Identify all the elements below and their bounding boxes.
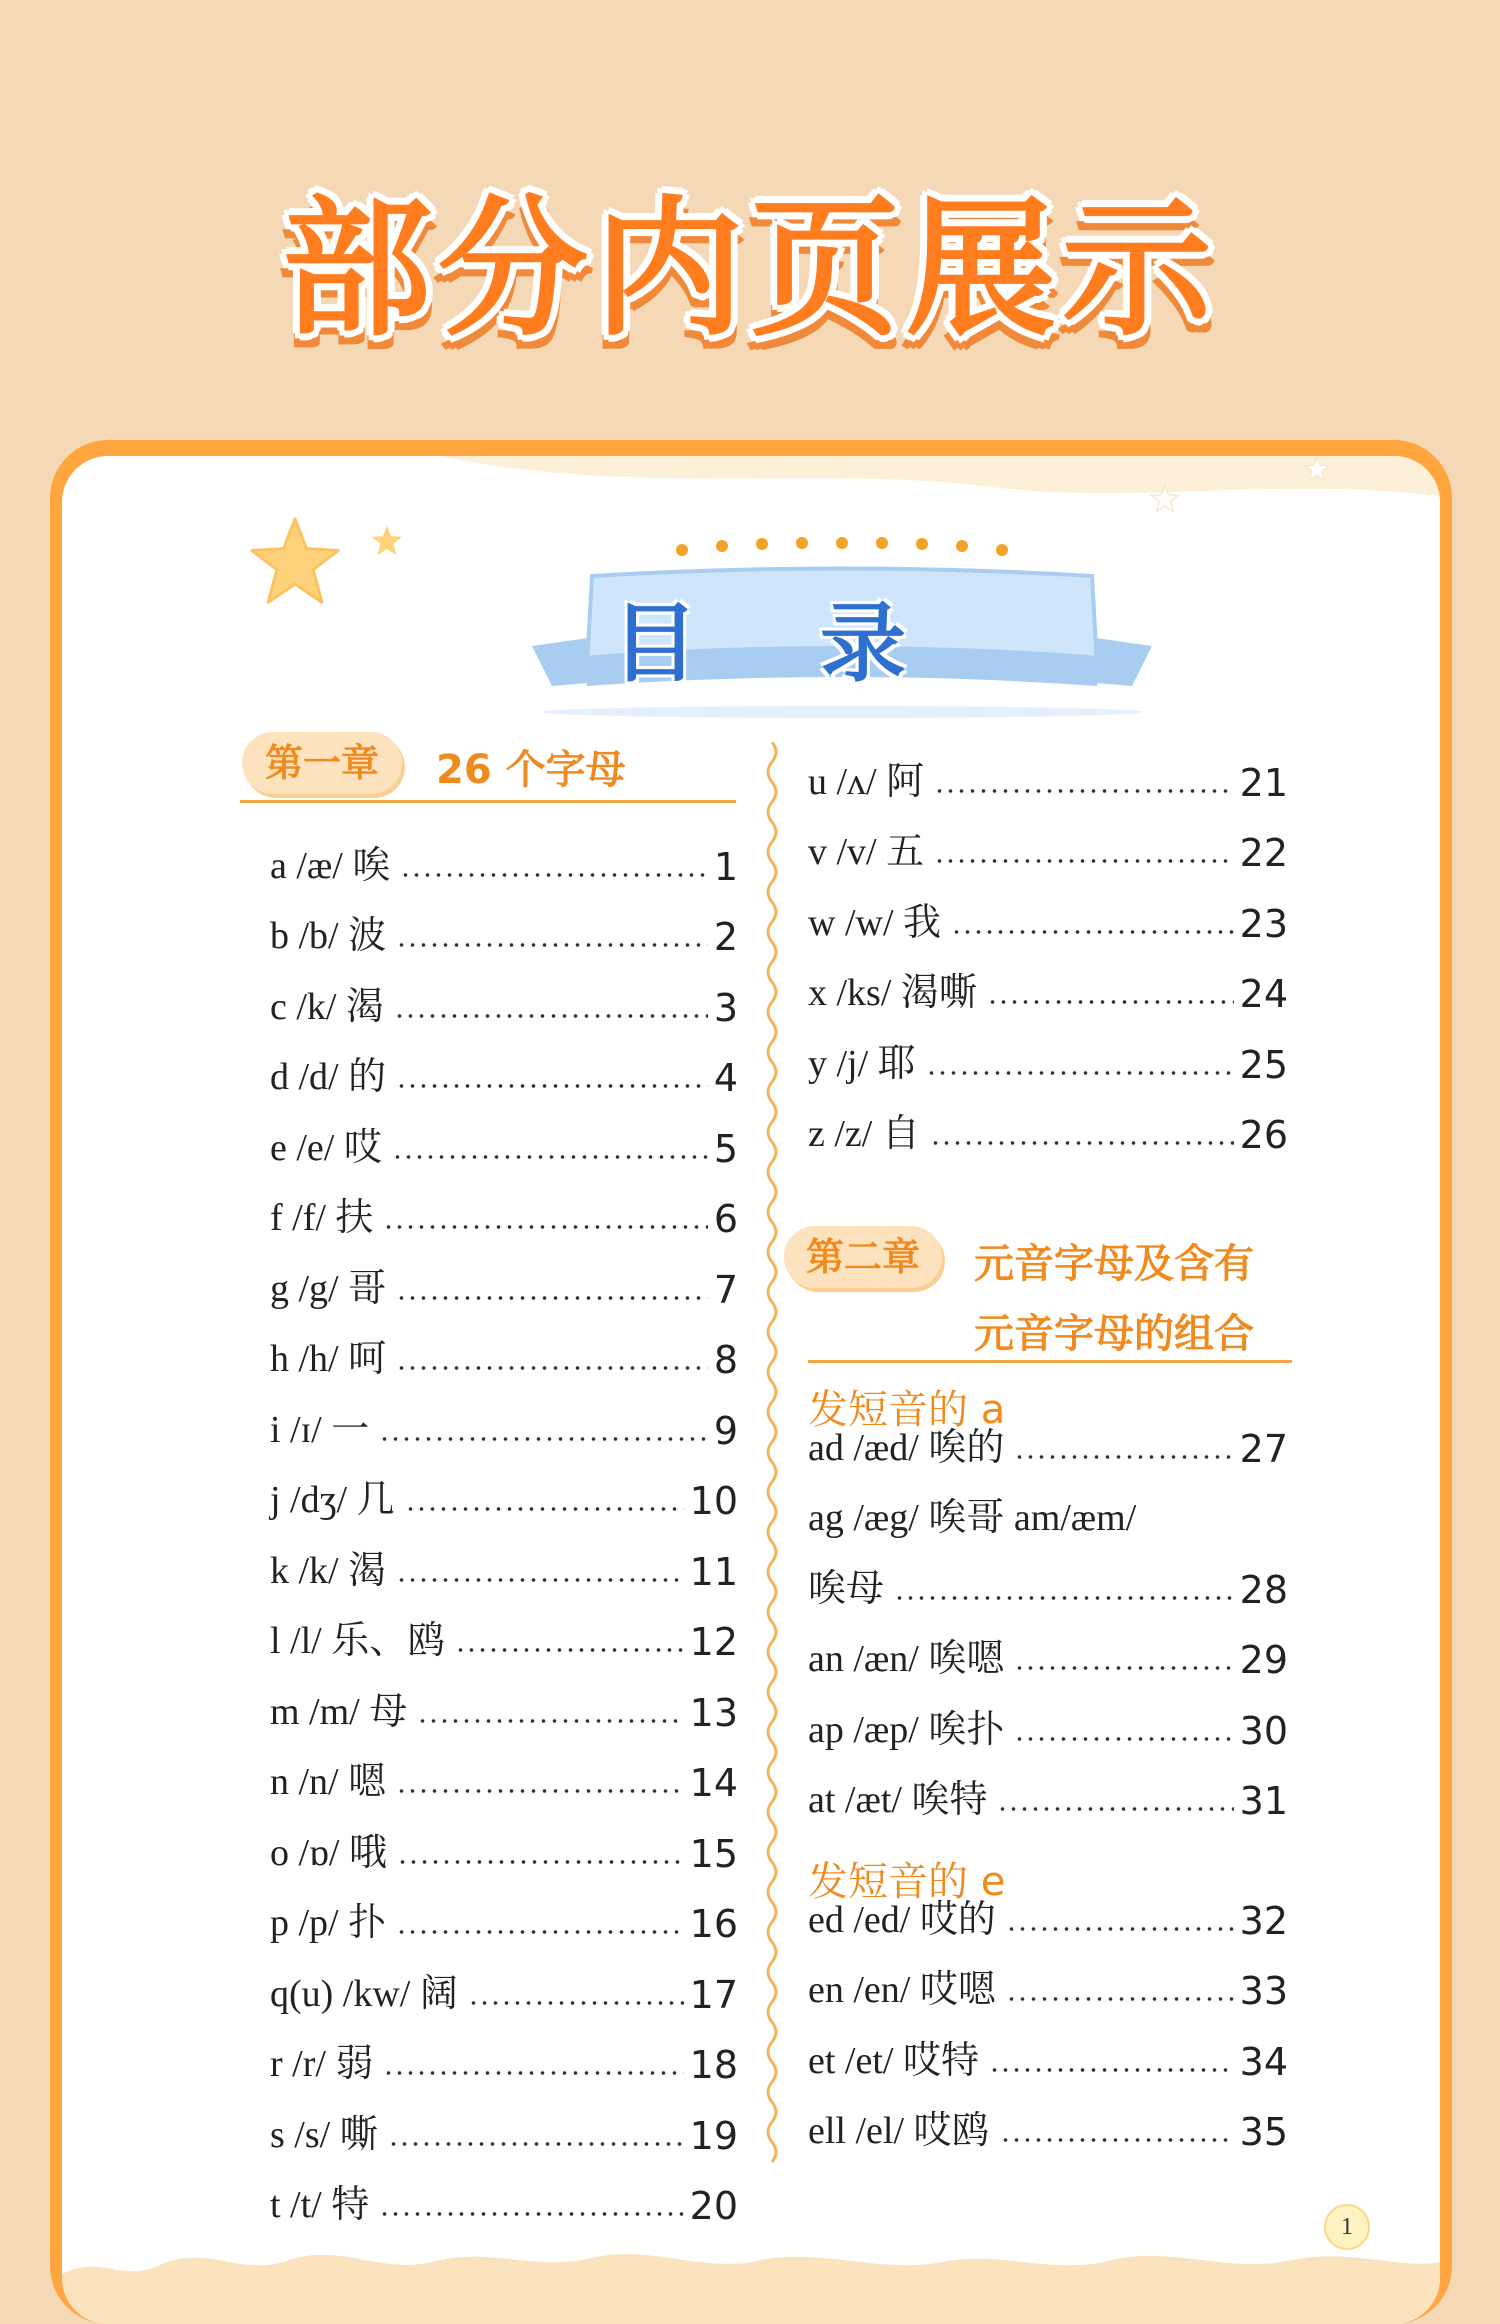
- toc-entry: [270, 1030, 738, 1101]
- toc-page-number: 6: [713, 1197, 738, 1241]
- toc-page-number: 7: [713, 1267, 738, 1312]
- toc-entry: [808, 1872, 1288, 1943]
- toc-entry-label: t /t/ 特: [270, 2184, 370, 2226]
- dot-leader: [396, 1930, 684, 1934]
- toc-page-number: 33: [1239, 1969, 1288, 2013]
- toc-entry: [270, 889, 738, 960]
- dot-leader: [417, 1719, 683, 1723]
- short-e-entry-list: [808, 1872, 1288, 2154]
- toc-entry-label: g /g/ 哥: [270, 1267, 387, 1310]
- dot-leader: [379, 2212, 683, 2216]
- dot-leader: [400, 873, 707, 877]
- toc-entry-label: ed /ed/ 哎的: [808, 1898, 996, 1941]
- toc-page-number: 19: [689, 2113, 738, 2158]
- dot-leader: [1006, 1927, 1234, 1931]
- toc-entry: [808, 2084, 1288, 2155]
- toc-page-number: 35: [1239, 2110, 1288, 2154]
- toc-entry: [270, 1664, 738, 1735]
- toc-entry-label: ad /æd/ 唉的: [808, 1426, 1005, 1469]
- toc-entry-label: j /dʒ/ 几: [270, 1479, 395, 1521]
- section-heading-short-a: 发短音的 a: [808, 1387, 1006, 1433]
- toc-page-number: 24: [1239, 972, 1288, 1016]
- dot-leader: [951, 930, 1234, 934]
- toc-entry: [270, 1241, 738, 1312]
- page-number-badge: 1: [1324, 2204, 1370, 2250]
- toc-entry-label: en /en/ 哎嗯: [808, 1969, 996, 2011]
- toc-entry: [808, 1943, 1288, 2014]
- dot-leader: [396, 1789, 684, 1793]
- toc-entry-label: m /m/ 母: [270, 1690, 408, 1733]
- toc-entry: [270, 2017, 738, 2088]
- toc-entry: [270, 818, 738, 889]
- toc-page-number: 28: [1239, 1567, 1288, 1612]
- dot-leader: [396, 1578, 684, 1582]
- section-heading-short-e: 发短音的 e: [808, 1859, 1006, 1905]
- dot-leader: [379, 1437, 708, 1441]
- dot-leader: [468, 2001, 684, 2005]
- toc-entry: [808, 805, 1288, 876]
- toc-entry-label: i /ɪ/ 一: [270, 1408, 370, 1451]
- toc-entry: [270, 2087, 738, 2158]
- toc-page-number: 27: [1239, 1426, 1288, 1471]
- dot-leader: [396, 1366, 708, 1370]
- toc-page-number: 10: [689, 1479, 738, 1523]
- toc-entry-label: s /s/ 嘶: [270, 2113, 378, 2156]
- star-icon-small: [370, 524, 404, 558]
- toc-entry: [270, 2158, 738, 2229]
- toc-entry-label: e /e/ 哎: [270, 1126, 382, 1169]
- toc-entry: [270, 1946, 738, 2017]
- toc-page-number: 23: [1239, 901, 1288, 946]
- toc-page-number: 26: [1239, 1113, 1288, 1157]
- toc-entry-label: u /ʌ/ 阿: [808, 760, 925, 803]
- book-page: [62, 456, 1440, 2324]
- dot-leader: [1014, 1737, 1233, 1741]
- toc-page-number: 21: [1239, 760, 1288, 805]
- toc-entry: [808, 1682, 1288, 1753]
- toc-page-number: 18: [689, 2043, 738, 2087]
- dot-leader: [1014, 1455, 1233, 1459]
- toc-entry: [808, 1753, 1288, 1824]
- dot-leader: [455, 1648, 683, 1652]
- wavy-column-divider: [762, 742, 782, 2202]
- toc-entry-label: k /k/ 渴: [270, 1549, 387, 1592]
- toc-page-number: 15: [689, 1831, 738, 1876]
- toc-page-number: 25: [1239, 1042, 1288, 1087]
- toc-page-number: 9: [713, 1408, 738, 1453]
- toc-page-number: 12: [689, 1620, 738, 1664]
- chapter2-title-line2: 元音字母的组合: [974, 1311, 1254, 1357]
- dot-leader: [392, 1155, 708, 1159]
- toc-page-number: 4: [713, 1056, 738, 1100]
- dot-leader: [394, 1014, 708, 1018]
- toc-entry-label: 唉母: [808, 1567, 885, 1610]
- toc-page-number: 31: [1239, 1779, 1288, 1823]
- toc-page-number: 5: [713, 1126, 738, 1171]
- toc-entry: [270, 1523, 738, 1594]
- dot-leader: [396, 1296, 708, 1300]
- toc-page-number: 1: [713, 844, 738, 889]
- dot-leader: [396, 1084, 708, 1088]
- toc-entry: [270, 1171, 738, 1242]
- chapter2-underline: [808, 1360, 1292, 1363]
- toc-entry: [808, 1016, 1288, 1087]
- toc-entry: [270, 1453, 738, 1524]
- toc-page-number: 17: [689, 1972, 738, 2017]
- toc-page-number: 11: [689, 1549, 738, 1594]
- toc-entry-label: w /w/ 我: [808, 901, 942, 944]
- toc-page-number: 2: [713, 915, 738, 959]
- toc-entry: [270, 1382, 738, 1453]
- toc-entry: [808, 875, 1288, 946]
- toc-entry: [270, 1100, 738, 1171]
- chapter1-continued-list: [808, 734, 1288, 1157]
- chapter2-badge: 第二章: [784, 1226, 942, 1288]
- toc-page-number: 34: [1239, 2039, 1288, 2084]
- toc-entry: [808, 1087, 1288, 1158]
- toc-entry-label: a /æ/ 唉: [270, 844, 391, 887]
- toc-entry: [270, 1735, 738, 1806]
- toc-entry: [808, 1400, 1288, 1471]
- dot-leader: [383, 2071, 683, 2075]
- dot-leader: [397, 1860, 684, 1864]
- sparkle-icon-2: [1304, 456, 1330, 482]
- toc-entry-label: d /d/ 的: [270, 1056, 387, 1098]
- dot-leader: [926, 1071, 1234, 1075]
- toc-page-number: 20: [689, 2184, 738, 2228]
- dot-leader: [396, 943, 708, 947]
- chapter1-underline: [240, 800, 736, 803]
- toc-page-number: 22: [1239, 831, 1288, 875]
- toc-entry: [270, 1876, 738, 1947]
- toc-entry-label: ag /æg/ 唉哥 am/æm/: [808, 1497, 1137, 1539]
- toc-entry: [270, 1805, 738, 1876]
- toc-entry: [808, 2013, 1288, 2084]
- toc-entry-label: l /l/ 乐、鸥: [270, 1620, 446, 1662]
- chapter1-badge: 第一章: [242, 732, 402, 794]
- chapter1-title: 26 个字母: [436, 747, 626, 793]
- toc-entry: [270, 959, 738, 1030]
- toc-entry-label: z /z/ 自: [808, 1113, 920, 1155]
- toc-entry-label: f /f/ 扶: [270, 1197, 374, 1239]
- toc-entry-label: p /p/ 扑: [270, 1902, 387, 1944]
- toc-entry-label: o /ɒ/ 哦: [270, 1831, 387, 1874]
- dot-leader: [388, 2142, 684, 2146]
- toc-page-number: 14: [689, 1761, 738, 1805]
- toc-entry-label: x /ks/ 渴嘶: [808, 972, 977, 1014]
- toc-page-number: 16: [689, 1902, 738, 1946]
- toc-page-number: 32: [1239, 1898, 1288, 1943]
- toc-entry-label: ap /æp/ 唉扑: [808, 1708, 1005, 1751]
- toc-entry-label: an /æn/ 唉嗯: [808, 1638, 1005, 1680]
- toc-entry-label: ell /el/ 哎鸥: [808, 2110, 990, 2152]
- dot-leader: [997, 1807, 1233, 1811]
- dot-leader: [405, 1507, 684, 1511]
- dot-leader: [934, 789, 1234, 793]
- toc-page-number: 29: [1239, 1638, 1288, 1682]
- toc-page-number: 13: [689, 1690, 738, 1735]
- dot-leader: [383, 1225, 707, 1229]
- dot-leader: [989, 2068, 1234, 2072]
- star-icon-large: [247, 514, 343, 610]
- sparkle-icon-1: [1150, 484, 1180, 514]
- toc-entry-label: n /n/ 嗯: [270, 1761, 387, 1803]
- toc-page-number: 8: [713, 1338, 738, 1382]
- chapter1-entry-list: [270, 818, 738, 2228]
- dot-leader: [1006, 1997, 1234, 2001]
- toc-entry-label: c /k/ 渴: [270, 985, 384, 1028]
- toc-heading: 目 录: [612, 594, 952, 694]
- toc-entry: [808, 734, 1288, 805]
- toc-entry-label: b /b/ 波: [270, 915, 387, 957]
- toc-entry-label: et /et/ 哎特: [808, 2039, 979, 2082]
- toc-entry-label: r /r/ 弱: [270, 2043, 374, 2085]
- dot-leader: [934, 859, 1234, 863]
- dot-leader: [894, 1596, 1234, 1600]
- page-title: 部分内页展示: [281, 183, 1218, 357]
- toc-entry-label: y /j/ 耶: [808, 1042, 916, 1085]
- toc-entry-label: h /h/ 呵: [270, 1338, 387, 1380]
- toc-entry-label: at /æt/ 唉特: [808, 1779, 988, 1821]
- toc-entry: [270, 1594, 738, 1665]
- toc-page-number: 3: [713, 985, 738, 1030]
- toc-entry-label: q(u) /kw/ 阔: [270, 1972, 458, 2015]
- toc-entry-label: v /v/ 五: [808, 831, 925, 873]
- dot-leader: [987, 1000, 1234, 1004]
- wave-decoration-bottom: [62, 2234, 1440, 2324]
- toc-entry: [808, 1541, 1288, 1612]
- toc-entry: [270, 1312, 738, 1383]
- toc-page-number: 30: [1239, 1708, 1288, 1753]
- toc-entry: [808, 1612, 1288, 1683]
- dot-leader: [930, 1141, 1234, 1145]
- dot-leader: [1014, 1666, 1233, 1670]
- short-a-entry-list: [808, 1400, 1288, 1823]
- toc-entry: [808, 946, 1288, 1017]
- toc-entry: [808, 1471, 1288, 1542]
- dot-leader: [1000, 2138, 1234, 2142]
- chapter2-title-line1: 元音字母及含有: [974, 1241, 1254, 1287]
